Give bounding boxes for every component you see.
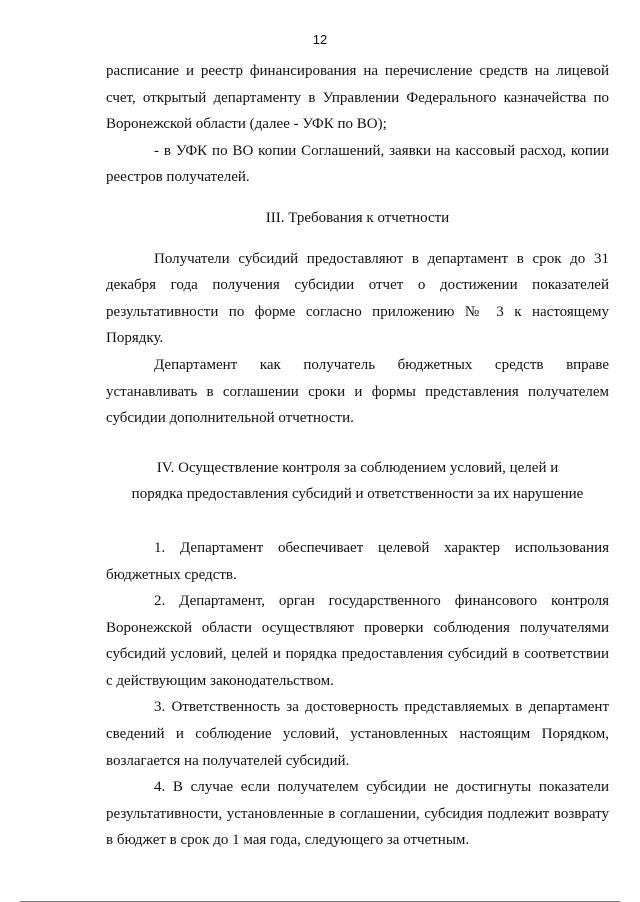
spacer (106, 508, 609, 535)
spacer (106, 191, 609, 205)
document-body (106, 58, 609, 854)
section-4-heading-line-1: IV. Осуществление контроля за соблюдением условий, целей и (156, 459, 559, 476)
paragraph-continued: расписание и реестр финансирования на перечисление средств на лицевой счет, открытый департаменту в Управлении Федерального казначейства по Воронежской области (далее - УФК по ВО); (106, 63, 609, 133)
section-3-paragraph-1: Получатели субсидий предоставляют в департамент в срок до 31 декабря года получения субсидии отчет о достижении показателей результативности по форме согласно приложению № 3 к настоящему Порядку. (106, 250, 609, 347)
page-number: 12 (312, 32, 328, 47)
section-4-item-2: 2. Департамент, орган государственного финансового контроля Воронежской области осуществляют проверки соблюдения получателями субсидий условий, целей и порядка предоставления субсидий в соответствии с действующим законодательством. (106, 593, 609, 689)
section-4-heading-line-2: порядка предоставления субсидий и ответственности за их нарушение (131, 486, 584, 503)
section-4-item-4: 4. В случае если получателем субсидии не достигнуты показатели результативности, установленные в соглашении, субсидия подлежит возврату в бюджет в срок до 1 мая года, следующего за отчетным. (106, 779, 609, 849)
spacer (106, 232, 609, 246)
section-4-item-1: 1. Департамент обеспечивает целевой характер использования бюджетных средств. (106, 539, 609, 583)
section-3-heading: III. Требования к отчетности (265, 209, 450, 226)
section-3-paragraph-2: Департамент как получатель бюджетных средств вправе устанавливать в соглашении сроки и формы представления получателем субсидии дополнительной отчетности. (106, 356, 609, 427)
spacer (106, 432, 609, 455)
paragraph-ufk-copies: - в УФК по ВО копии Соглашений, заявки на кассовый расход, копии реестров получателей. (106, 142, 609, 186)
section-4-item-3: 3. Ответственность за достоверность представляемых в департамент сведений и соблюдение условий, установленных настоящим Порядком, возлагается на получателей субсидий. (106, 699, 609, 769)
